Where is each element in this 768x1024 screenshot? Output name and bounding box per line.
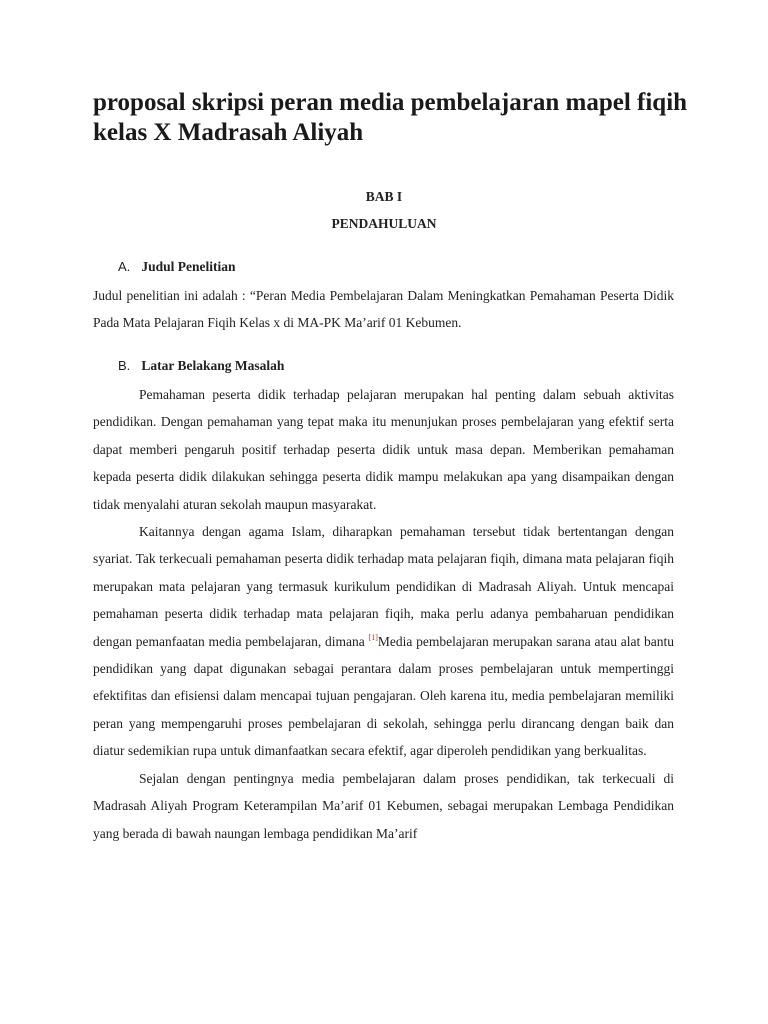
section-a-body (93, 282, 674, 337)
paragraph-3: Sejalan dengan pentingnya media pembelajaran dalam proses pendidikan, tak terkecuali di Madrasah Aliyah Program Keterampilan Ma’arif 01 Kebumen, sebagai merupakan Lembaga Pendidikan yang berada di bawah naungan lembaga pendidikan Ma’arif (93, 770, 674, 841)
section-a-title: Judul Penelitian (141, 259, 236, 274)
section-b-body (93, 381, 674, 847)
section-b-title: Latar Belakang Masalah (141, 358, 285, 373)
section-a-heading (118, 259, 236, 275)
paragraph-2-text-a: Kaitannya dengan agama Islam, diharapkan pemahaman tersebut tidak bertentangan dengan syariat. Tak terkecuali pemahaman peserta didik terhadap mata pelajaran fiqih, dimana mata pelajaran fiqih merupakan mata pelajaran yang termasuk kurikulum pendidikan di Madrasah Aliyah. Untuk mencapai pemahaman peserta didik terhadap mata pelajaran fiqih, maka perlu adanya pembaharuan pendidikan dengan pemanfaatan media pembelajaran, dimana (93, 524, 674, 649)
section-a-marker: A. (118, 259, 131, 274)
paragraph-2-text-b: Media pembelajaran merupakan sarana atau alat bantu pendidikan yang dapat digunakan sebagai perantara dalam proses pembelajaran untuk mempertinggi efektifitas dan efisiensi dalam mencapai tujuan pengajaran. Oleh karena itu, media pembelajaran memiliki peran yang mempengaruhi proses pembelajaran di sekolah, sehingga perlu dirancang dengan baik dan diatur sedemikian rupa untuk dimanfaatkan secara efektif, agar diperoleh pendidikan yang berkualitas. (93, 633, 674, 759)
chapter-title: PENDAHULUAN (331, 216, 437, 231)
paragraph-1: Pemahaman peserta didik terhadap pelajaran merupakan hal penting dalam sebuah aktivitas pendidikan. Dengan pemahaman yang tepat maka itu menunjukan proses pembelajaran yang efektif serta dapat memberi pengaruh positif terhadap peserta didik untuk masa depan. Memberikan pemahaman kepada peserta didik dilakukan sehingga peserta didik mampu melakukan apa yang disampaikan dengan tidak menyalahi aturan sekolah maupun masyarakat. (93, 387, 674, 512)
footnote-reference[interactable]: [1] (368, 632, 378, 642)
chapter-number: BAB I (365, 189, 403, 204)
section-b-marker: B. (118, 358, 131, 373)
section-b-heading (118, 358, 284, 374)
document-title: proposal skripsi peran media pembelajaran mapel fiqih kelas X Madrasah Aliyah (93, 89, 688, 146)
paragraph-2 (93, 518, 674, 765)
section-a-paragraph: Judul penelitian ini adalah : “Peran Media Pembelajaran Dalam Meningkatkan Pemahaman Peserta Didik Pada Mata Pelajaran Fiqih Kelas x di MA-PK Ma’arif 01 Kebumen. (93, 288, 674, 331)
